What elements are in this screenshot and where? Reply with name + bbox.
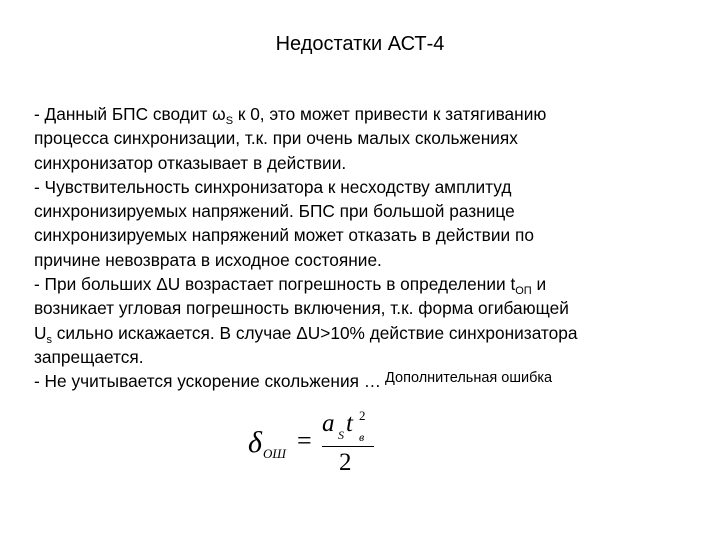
text-line-4: - Чувствительность синхронизатора к несходству амплитуд: [34, 176, 512, 197]
slide-title: Недостатки АСТ-4: [275, 33, 445, 55]
error-formula: [240, 406, 400, 478]
text-line-7: причине невозврата в исходное состояние.: [34, 249, 382, 270]
text-line-3: синхронизатор отказывает в действии.: [34, 152, 347, 173]
text-line-9: возникает угловая погрешность включения, т.к. форма огибающей: [34, 298, 569, 319]
us-subscript: s: [46, 333, 52, 346]
text-line-12: [34, 369, 694, 393]
text-line-6: синхронизируемых напряжений может отказать в действии по: [34, 225, 534, 246]
t-op-subscript: ОП: [515, 285, 532, 298]
text-line-10-end: сильно искажается. В случае ΔU>10% действие синхронизатора: [51, 322, 578, 343]
text-line-10-start: U: [34, 322, 47, 343]
formula-numerator-t: t: [346, 410, 353, 437]
text-line-1: [34, 102, 694, 126]
text-line-8: [34, 272, 694, 296]
body-text: [34, 102, 694, 394]
formula-numerator-t-superscript: 2: [359, 408, 366, 423]
text-line-5: синхронизируемых напряжений. БПС при большой разнице: [34, 201, 515, 222]
omega-subscript: S: [225, 115, 234, 127]
formula-denominator: 2: [339, 449, 352, 476]
text-line-2: процесса синхронизации, т.к. при очень малых скольжениях: [34, 128, 518, 149]
text-line-8-end: и: [531, 274, 547, 295]
formula-equals: =: [297, 426, 312, 455]
text-line-1-end: к 0, это может привести к затягиванию: [233, 104, 547, 124]
formula-delta-subscript: ОШ: [263, 446, 286, 461]
formula-numerator-t-subscript: в: [359, 430, 365, 444]
text-line-8-start: - При больших ΔU возрастает погрешность в определении t: [34, 274, 516, 295]
formula-numerator-a: a: [322, 410, 335, 437]
additional-error-note: Дополнительная ошибка: [385, 370, 553, 387]
formula-numerator-a-subscript: S: [338, 428, 344, 442]
formula-delta: δ: [248, 426, 262, 459]
text-line-1-start: - Данный БПС сводит ω: [34, 104, 226, 124]
formula-fraction-bar: [322, 446, 374, 447]
text-line-11: запрещается.: [34, 346, 144, 367]
text-line-10: [34, 321, 694, 345]
text-line-12-main: - Не учитывается ускорение скольжения …: [34, 371, 382, 392]
